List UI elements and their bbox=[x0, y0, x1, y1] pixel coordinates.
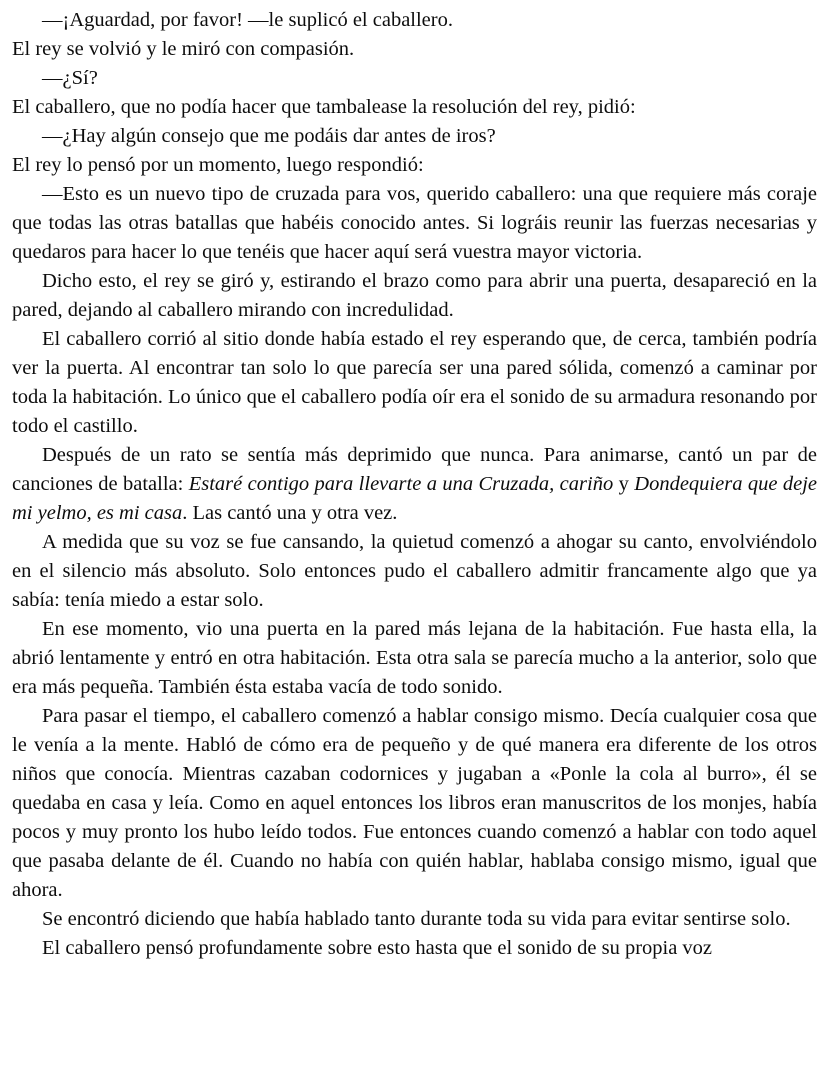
text-segment: y bbox=[613, 473, 635, 495]
paragraph: El caballero corrió al sitio donde había estado el rey esperando que, de cerca, también podría ver la puerta. Al encontrar tan solo lo que parecía ser una pared sólida, comenzó a caminar por toda la habitación. Lo único que el caballero podía oír era el sonido de su armadura resonando por todo el castillo. bbox=[12, 328, 817, 437]
paragraph: En ese momento, vio una puerta en la pared más lejana de la habitación. Fue hasta ella, la abrió lentamente y entró en otra habitación. Esta otra sala se parecía mucho a la anterior, solo que era más pequeña. También ésta estaba vacía de todo sonido. bbox=[12, 618, 817, 698]
paragraph: El rey lo pensó por un momento, luego respondió: bbox=[12, 154, 424, 176]
paragraph: —Esto es un nuevo tipo de cruzada para vos, querido caballero: una que requiere más coraje que todas las otras batallas que habéis conocido antes. Si lográis reunir las fuerzas necesarias y quedaros para hacer lo que tenéis que hacer aquí será vuestra mayor victoria. bbox=[12, 183, 817, 263]
paragraph: Para pasar el tiempo, el caballero comenzó a hablar consigo mismo. Decía cualquier cosa que le venía a la mente. Habló de cómo era de pequeño y de qué manera era diferente de los otros niños que conocía. Mientras cazaban codornices y jugaban a «Ponle la cola al burro», él se quedaba en casa y leía. Como en aquel entonces los libros eran manuscritos de los monjes, había pocos y muy pronto los hubo leído todos. Fue entonces cuando comenzó a hablar con todo aquel que pasaba delante de él. Cuando no había con quién hablar, hablaba consigo mismo, igual que ahora. bbox=[12, 705, 817, 901]
paragraph: Dicho esto, el rey se giró y, estirando el brazo como para abrir una puerta, desapareció en la pared, dejando al caballero mirando con incredulidad. bbox=[12, 270, 817, 321]
song-title: Dondequiera que deje mi yelmo, es mi casa bbox=[12, 473, 817, 524]
paragraph: —¿Hay algún consejo que me podáis dar antes de iros? bbox=[42, 125, 496, 147]
paragraph: El rey se volvió y le miró con compasión. bbox=[12, 38, 355, 60]
paragraph: Se encontró diciendo que había hablado tanto durante toda su vida para evitar sentirse solo. bbox=[42, 908, 791, 930]
paragraph: —¡Aguardad, por favor! —le suplicó el caballero. bbox=[42, 9, 453, 31]
text-segment: . Las cantó una y otra vez. bbox=[182, 502, 398, 524]
paragraph: A medida que su voz se fue cansando, la quietud comenzó a ahogar su canto, envolviéndolo en el silencio más absoluto. Solo entonces pudo el caballero admitir francamente algo que ya sabía: tenía miedo a estar solo. bbox=[12, 531, 817, 611]
text-segment: Después de un rato se sentía más deprimido que nunca. Para animarse, cantó un par de canciones de batalla: bbox=[12, 444, 817, 495]
paragraph: El caballero pensó profundamente sobre esto hasta que el sonido de su propia voz bbox=[42, 937, 713, 959]
paragraph bbox=[12, 441, 817, 528]
paragraph: El caballero, que no podía hacer que tambalease la resolución del rey, pidió: bbox=[12, 96, 636, 118]
paragraph: —¿Sí? bbox=[42, 67, 98, 89]
song-title: Estaré contigo para llevarte a una Cruzada, cariño bbox=[188, 473, 614, 495]
